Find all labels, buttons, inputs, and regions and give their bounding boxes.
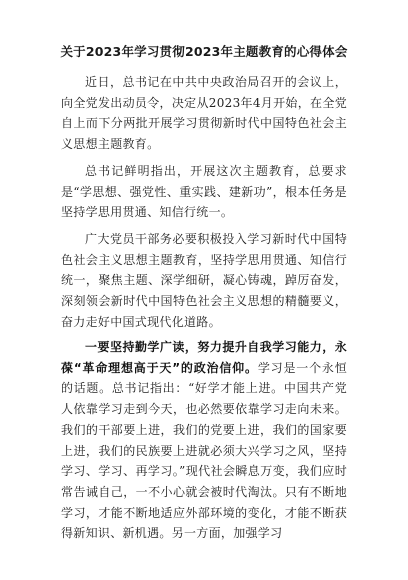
paragraph-text: 学习是一个永恒的话题。总书记指出：“好学才能上进。中国共产党人依靠学习走到今天，也必然要依靠学习走向未来。我们的干部要上进，我们的党要上进，我们的国家要上进，我们的民族要上进就必须大兴学习之风，坚持学习、学习、再学习。”现代社会瞬息万变，我们应时常告诫自己，一不小心就会被时代淘汰。只有不断地学习，才能不断地适应外部环境的变化，才能不断获得新知识、新机遇。另一方面，加强学习: [61, 360, 347, 541]
document-body: [61, 72, 347, 544]
paragraph-call-to-action: [61, 229, 347, 333]
paragraph-intro: [61, 72, 347, 155]
document-title: 关于2023年学习贯彻2023年主题教育的心得体会: [60, 44, 348, 59]
paragraph-section-one: [61, 337, 347, 544]
paragraph-text: 广大党员干部务必要积极投入学习新时代中国特色社会主义思想主题教育，坚持学思用贯通、知信行统一，聚焦主题、深学细研，凝心铸魂，踔厉奋发，深刻领会新时代中国特色社会主义思想的精髓要义，奋力走好中国式现代化道路。: [61, 232, 347, 329]
paragraph-text: 近日，总书记在中共中央政治局召开的会议上，向全党发出动员令，决定从2023年4月开始，在全党自上而下分两批开展学习贯彻新时代中国特色社会主义思想主题教育。: [61, 75, 347, 152]
paragraph-text: 总书记鲜明指出，开展这次主题教育，总要求是“学思想、强党性、重实践、建新功”，根本任务是坚持学思用贯通、知信行统一。: [61, 164, 347, 220]
section-heading: 一要坚持勤学广读，努力提升自我学习能力，永葆“革命理想高于天”的政治信仰。: [61, 340, 347, 375]
paragraph-requirement: [61, 161, 347, 223]
